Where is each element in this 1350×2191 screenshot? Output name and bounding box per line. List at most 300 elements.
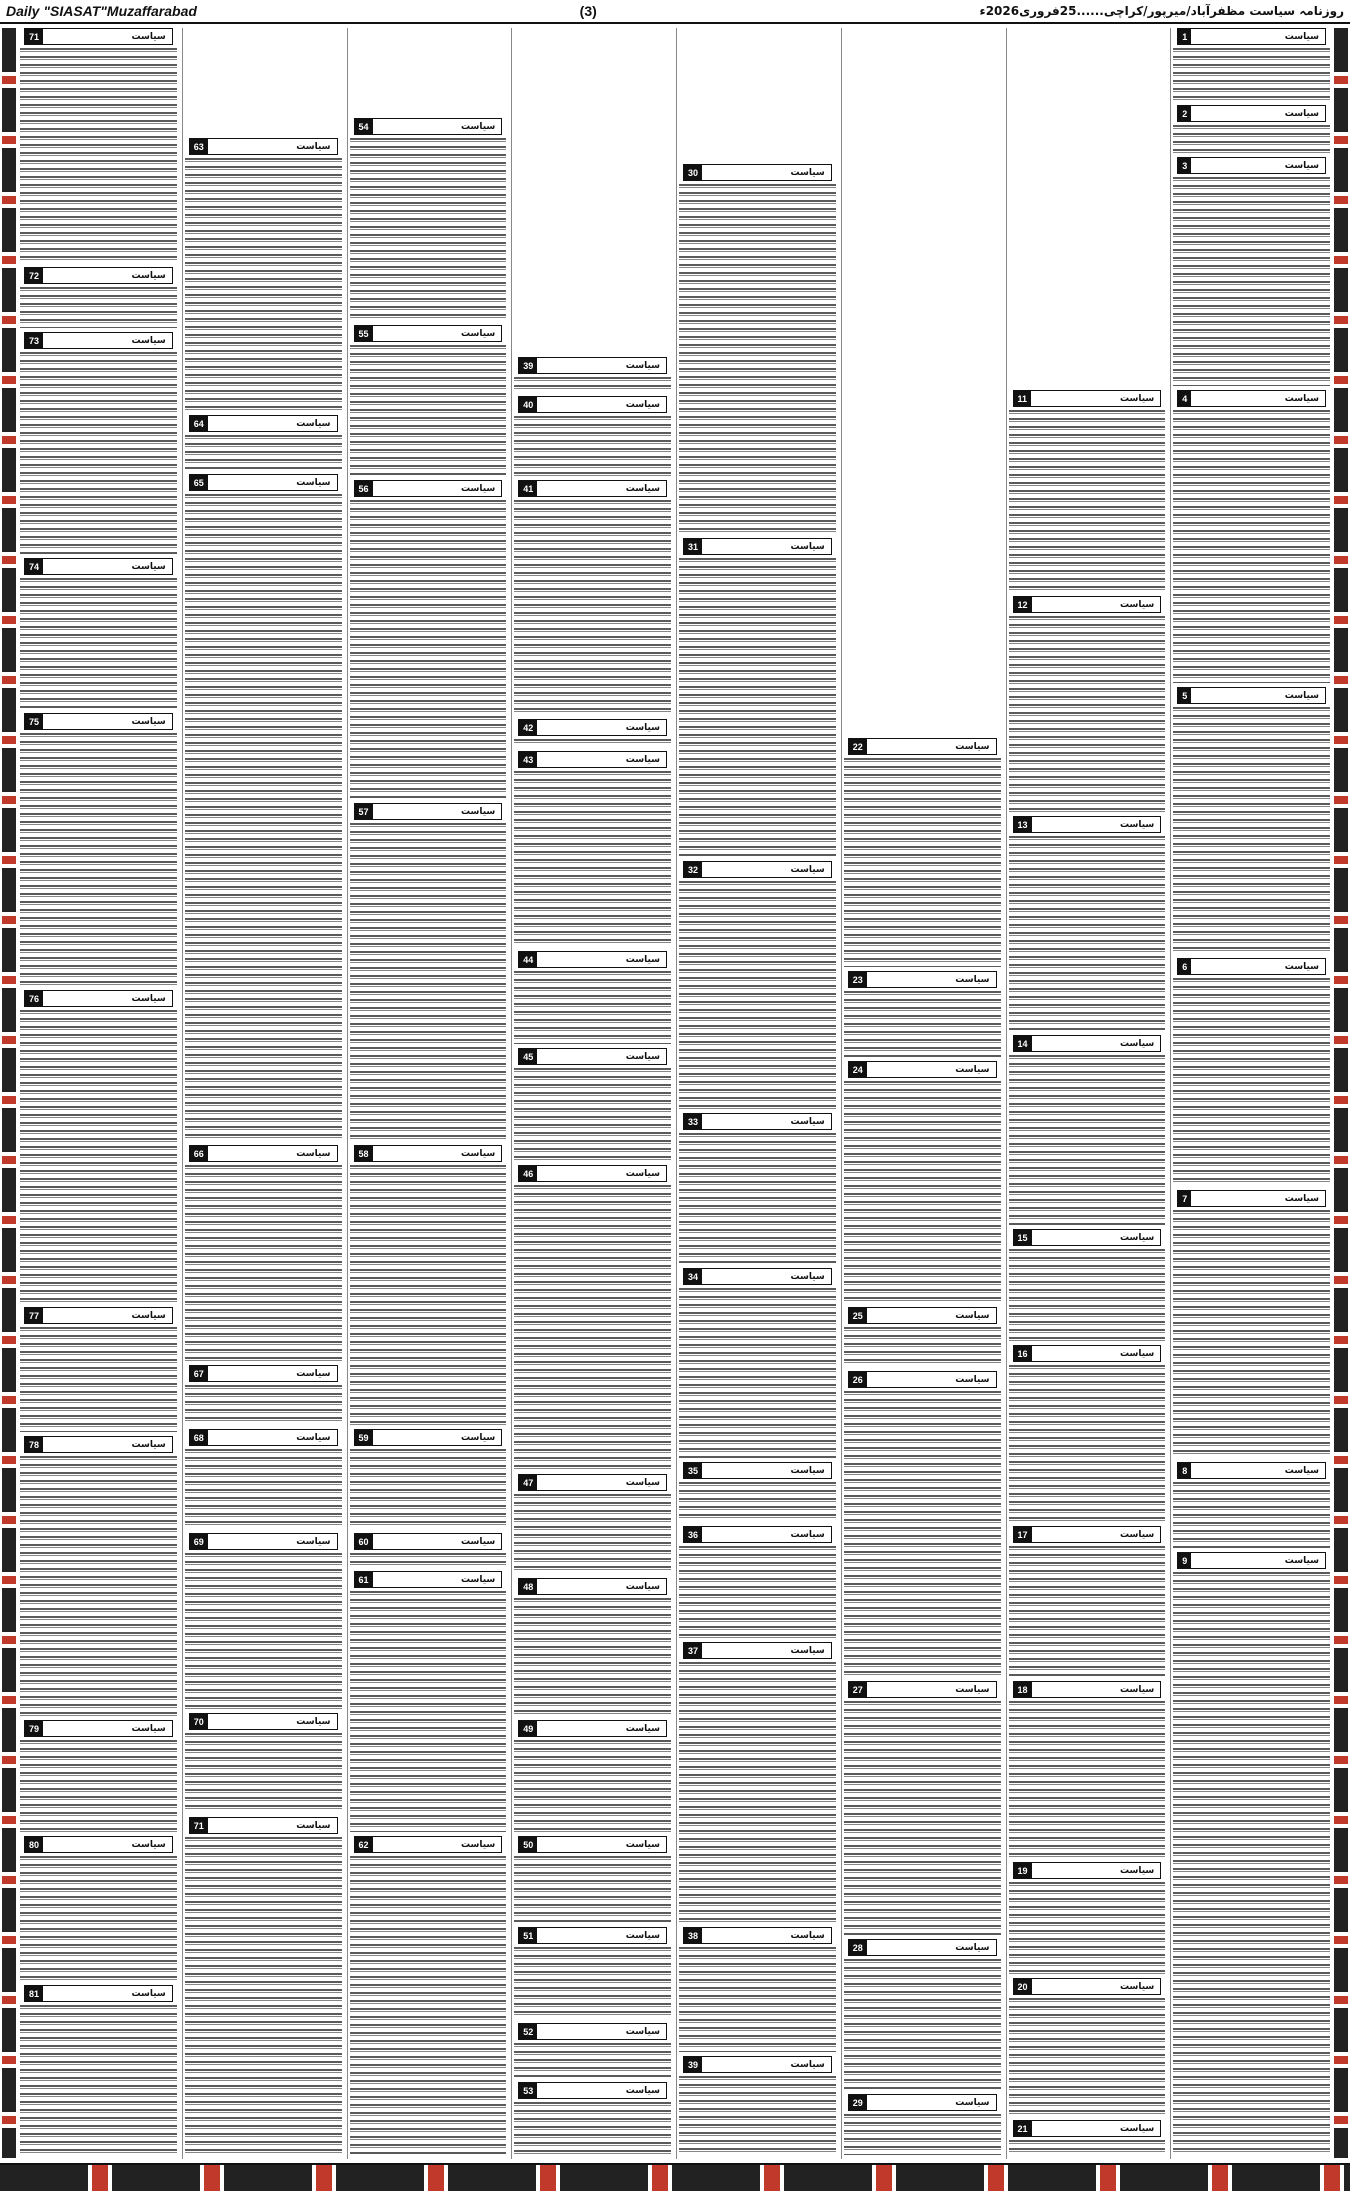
notice: [185, 1817, 342, 2157]
notice-number: 17: [1014, 1527, 1032, 1542]
notice-number: 73: [25, 333, 43, 348]
notice-heading: [1013, 1526, 1162, 1543]
notice-text-block: [20, 731, 177, 986]
notice: [350, 1571, 507, 1834]
notice-number: 1: [1178, 29, 1191, 44]
notice-number: 67: [190, 1366, 208, 1381]
notice: [514, 480, 671, 717]
notice-heading: [24, 713, 173, 730]
notice-label: سیاست: [1119, 599, 1155, 610]
notice: [1173, 157, 1330, 388]
notice-number: 42: [519, 720, 537, 735]
notice-text-block: [1173, 46, 1330, 101]
notice-text-block: [514, 737, 671, 747]
news-column: [347, 28, 509, 2159]
notice-text-block: [679, 1131, 836, 1264]
notice: [20, 267, 177, 330]
notice-label: سیاست: [790, 541, 825, 552]
notice: [679, 1113, 836, 1266]
notice-heading: [24, 28, 173, 45]
notice-label: سیاست: [296, 1148, 331, 1159]
notice-heading: [1177, 390, 1326, 407]
notice-number: 61: [355, 1572, 373, 1587]
notice-label: سیاست: [625, 954, 660, 965]
notice-label: سیاست: [1119, 1232, 1155, 1243]
notice: [514, 1165, 671, 1472]
news-column: [841, 28, 1003, 2159]
notice-heading: [189, 1817, 338, 1834]
notice-text-block: [679, 2074, 836, 2155]
notice-heading: [518, 1578, 667, 1595]
notice-text-block: [514, 2041, 671, 2078]
notice-text-block: [350, 1163, 507, 1425]
notice-heading: [1177, 1190, 1326, 1207]
notice-heading: [683, 2056, 832, 2073]
notice: [20, 713, 177, 988]
notice-label: سیاست: [1284, 1555, 1319, 1566]
notice: [679, 1268, 836, 1460]
notice-number: 50: [519, 1837, 537, 1852]
notice: [185, 415, 342, 472]
notice: [350, 325, 507, 478]
notice-number: 5: [1178, 688, 1191, 703]
notice-label: سیاست: [790, 1529, 825, 1540]
notice-text-block: [1173, 705, 1330, 954]
notice-number: 23: [849, 972, 867, 987]
notice: [844, 971, 1001, 1059]
notice: [1173, 1462, 1330, 1550]
notice-label: سیاست: [460, 1536, 496, 1547]
notice-text-block: [844, 2112, 1001, 2155]
columns-container: [18, 28, 1332, 2159]
notice-heading: [189, 1533, 338, 1550]
notice-label: سیاست: [1284, 160, 1319, 171]
notice-number: 44: [519, 952, 537, 967]
notice-heading: [518, 480, 667, 497]
notice-heading: [518, 751, 667, 768]
notice-label: سیاست: [131, 993, 166, 1004]
notice-label: سیاست: [131, 335, 166, 346]
notice-heading: [518, 1927, 667, 1944]
notice: [20, 28, 177, 265]
notice-text-block: [20, 1325, 177, 1432]
notice-number: 74: [25, 559, 43, 574]
notice-number: 60: [355, 1534, 373, 1549]
notice-label: سیاست: [625, 2026, 660, 2037]
notice-heading: [848, 2094, 997, 2111]
notice-text-block: [514, 2100, 671, 2155]
notice-label: سیاست: [790, 1271, 825, 1282]
left-border-strip: [2, 28, 16, 2158]
notice-label: سیاست: [1284, 690, 1319, 701]
notice-text-block: [1009, 1996, 1166, 2116]
notice: [1009, 390, 1166, 594]
notice: [1173, 105, 1330, 155]
notice-number: 22: [849, 739, 867, 754]
notice: [1009, 1681, 1166, 1860]
notice-text-block: [20, 576, 177, 709]
notice: [844, 2094, 1001, 2157]
notice: [1009, 1229, 1166, 1343]
notice-number: 16: [1014, 1346, 1032, 1361]
notice: [679, 2056, 836, 2157]
notice-number: 13: [1014, 817, 1032, 832]
notice-label: سیاست: [790, 167, 825, 178]
news-column: [511, 28, 673, 2159]
notice-label: سیاست: [296, 418, 331, 429]
notice-number: 12: [1014, 597, 1032, 612]
notice-label: سیاست: [955, 1310, 990, 1321]
notice-heading: [24, 558, 173, 575]
news-column: [676, 28, 838, 2159]
notice-number: 79: [25, 1721, 43, 1736]
notice-text-block: [350, 136, 507, 321]
notice-heading: [683, 164, 832, 181]
notice-text-block: [350, 498, 507, 799]
notice-text-block: [1173, 123, 1330, 153]
notice-label: سیاست: [625, 360, 660, 371]
notice-number: 81: [25, 1986, 43, 2001]
notice-text-block: [350, 821, 507, 1141]
notice-label: سیاست: [460, 121, 496, 132]
notice-number: 63: [190, 139, 208, 154]
notice: [350, 1429, 507, 1531]
notice-heading: [1177, 157, 1326, 174]
notice-label: سیاست: [1284, 108, 1319, 119]
notice-number: 58: [355, 1146, 373, 1161]
notice-text-block: [679, 1660, 836, 1923]
notice-heading: [24, 1720, 173, 1737]
notice-label: سیاست: [131, 270, 166, 281]
notice-label: سیاست: [1284, 1465, 1319, 1476]
notice-label: سیاست: [625, 1051, 660, 1062]
notice-number: 59: [355, 1430, 373, 1445]
notice-heading: [683, 1462, 832, 1479]
notice-label: سیاست: [460, 483, 496, 494]
notice-heading: [1013, 1978, 1162, 1995]
notice-number: 41: [519, 481, 537, 496]
notice-text-block: [1009, 614, 1166, 812]
notice: [679, 1927, 836, 2054]
notice-label: سیاست: [296, 1368, 331, 1379]
notice-number: 7: [1178, 1191, 1191, 1206]
notice-text-block: [185, 492, 342, 1141]
notice-heading: [1177, 687, 1326, 704]
notice: [350, 1836, 507, 2157]
notice: [20, 1836, 177, 1983]
notice-text-block: [20, 1738, 177, 1832]
notice-text-block: [20, 1008, 177, 1303]
right-border-strip: [1334, 28, 1348, 2158]
notice: [1009, 1978, 1166, 2118]
notice-number: 6: [1178, 959, 1191, 974]
notice-label: سیاست: [131, 1723, 166, 1734]
notice-label: سیاست: [955, 974, 990, 985]
notice-number: 48: [519, 1579, 537, 1594]
notice-text-block: [844, 1389, 1001, 1677]
notice-heading: [1013, 1035, 1162, 1052]
notice: [679, 1526, 836, 1640]
notice-number: 51: [519, 1928, 537, 1943]
notice-number: 68: [190, 1430, 208, 1445]
notice: [679, 164, 836, 536]
notice-label: سیاست: [296, 141, 331, 152]
notice-number: 57: [355, 804, 373, 819]
notice-text-block: [1009, 408, 1166, 592]
notice-text-block: [185, 156, 342, 411]
notice-heading: [1013, 390, 1162, 407]
notice-number: 11: [1014, 391, 1032, 406]
notice: [1009, 1862, 1166, 1976]
notice-number: 34: [684, 1269, 702, 1284]
notice: [1009, 816, 1166, 1033]
notice: [514, 1474, 671, 1576]
notice-text-block: [514, 1183, 671, 1470]
notice: [1173, 390, 1330, 685]
notice: [514, 751, 671, 949]
notice-number: 39: [684, 2057, 702, 2072]
notice-label: سیاست: [296, 1536, 331, 1547]
notice: [514, 1836, 671, 1925]
notice: [514, 2023, 671, 2080]
notice: [1173, 1190, 1330, 1460]
notice-number: 38: [684, 1928, 702, 1943]
notice: [20, 558, 177, 711]
notice-heading: [518, 1474, 667, 1491]
notice-text-block: [20, 46, 177, 263]
notice-label: سیاست: [460, 328, 496, 339]
notice-text-block: [679, 1286, 836, 1458]
notice-number: 40: [519, 397, 537, 412]
notice-number: 3: [1178, 158, 1191, 173]
notice-heading: [1013, 1862, 1162, 1879]
notice-label: سیاست: [131, 1839, 166, 1850]
masthead: [0, 0, 1350, 24]
notice-number: 75: [25, 714, 43, 729]
notice-label: سیاست: [1284, 393, 1319, 404]
notice: [1009, 596, 1166, 814]
notice-label: سیاست: [790, 1645, 825, 1656]
notice-label: سیاست: [1119, 1981, 1155, 1992]
notice-heading: [354, 1145, 503, 1162]
notice-heading: [189, 1365, 338, 1382]
notice-heading: [189, 1713, 338, 1730]
notice-text-block: [20, 1854, 177, 1981]
notice-number: 77: [25, 1308, 43, 1323]
footer-border-strip: [0, 2163, 1350, 2191]
notice-text-block: [185, 1551, 342, 1709]
notice: [185, 138, 342, 413]
notice-text-block: [844, 1079, 1001, 1303]
notice-label: سیاست: [625, 1168, 660, 1179]
notice-heading: [24, 1307, 173, 1324]
notice-number: 52: [519, 2024, 537, 2039]
notice-heading: [354, 1571, 503, 1588]
notice-label: سیاست: [131, 31, 166, 42]
notice: [679, 1642, 836, 1925]
notice-heading: [24, 990, 173, 1007]
notice-heading: [1013, 1345, 1162, 1362]
notice-label: سیاست: [131, 716, 166, 727]
notice-number: 70: [190, 1714, 208, 1729]
notice: [679, 861, 836, 1111]
notice-text-block: [1173, 175, 1330, 386]
notice-text-block: [20, 285, 177, 328]
notice-label: سیاست: [131, 1310, 166, 1321]
notice-heading: [518, 951, 667, 968]
notice: [679, 538, 836, 859]
notice-text-block: [844, 989, 1001, 1057]
notice-text-block: [514, 375, 671, 392]
notice-heading: [354, 325, 503, 342]
notice: [844, 1061, 1001, 1305]
notice: [350, 118, 507, 323]
notice-number: 30: [684, 165, 702, 180]
notice: [350, 803, 507, 1143]
notice-heading: [1177, 958, 1326, 975]
notice-label: سیاست: [790, 2059, 825, 2070]
notice-text-block: [844, 1957, 1001, 2090]
notice-label: سیاست: [625, 1477, 660, 1488]
notice-number: 56: [355, 481, 373, 496]
notice-label: سیاست: [625, 1930, 660, 1941]
notice-label: سیاست: [1119, 2123, 1155, 2134]
notice-number: 37: [684, 1643, 702, 1658]
notice-text-block: [185, 1731, 342, 1813]
notice-heading: [24, 332, 173, 349]
notice-number: 15: [1014, 1230, 1032, 1245]
notice-text-block: [514, 969, 671, 1044]
notice-label: سیاست: [625, 2085, 660, 2096]
notice: [1009, 1526, 1166, 1679]
notice-label: سیاست: [1119, 819, 1155, 830]
notice-number: 26: [849, 1372, 867, 1387]
notice: [185, 474, 342, 1143]
notice-label: سیاست: [790, 1930, 825, 1941]
news-column: [1170, 28, 1332, 2159]
notice-heading: [683, 538, 832, 555]
notice-heading: [1177, 1462, 1326, 1479]
notice: [514, 1048, 671, 1163]
notice-label: سیاست: [955, 741, 990, 752]
notice-number: 35: [684, 1463, 702, 1478]
notice-label: سیاست: [625, 1839, 660, 1850]
notice-text-block: [185, 1835, 342, 2155]
notice-heading: [354, 1429, 503, 1446]
notice-heading: [518, 2023, 667, 2040]
notice-heading: [683, 1642, 832, 1659]
notice-heading: [518, 1048, 667, 1065]
notice-text-block: [679, 1544, 836, 1638]
notice-heading: [354, 118, 503, 135]
notice-label: سیاست: [625, 1723, 660, 1734]
notice: [514, 1720, 671, 1834]
notice-number: 33: [684, 1114, 702, 1129]
notice-label: سیاست: [1119, 1865, 1155, 1876]
notice-heading: [683, 1113, 832, 1130]
notice-number: 46: [519, 1166, 537, 1181]
notice: [514, 951, 671, 1046]
notice-text-block: [1173, 1480, 1330, 1548]
notice-label: سیاست: [955, 2097, 990, 2108]
notice: [1009, 1345, 1166, 1524]
notice-heading: [24, 1985, 173, 2002]
notice-text-block: [679, 556, 836, 857]
notice: [185, 1145, 342, 1363]
notice-number: 64: [190, 416, 208, 431]
notice-heading: [189, 1145, 338, 1162]
notice-label: سیاست: [131, 561, 166, 572]
notice-label: سیاست: [625, 754, 660, 765]
notice-number: 43: [519, 752, 537, 767]
notice-number: 72: [25, 268, 43, 283]
notice-text-block: [514, 1596, 671, 1716]
notice-heading: [1177, 28, 1326, 45]
notice: [185, 1533, 342, 1711]
notice-number: 49: [519, 1721, 537, 1736]
notice-heading: [518, 1165, 667, 1182]
notice: [20, 1307, 177, 1434]
notice: [679, 1462, 836, 1524]
notice: [185, 1429, 342, 1531]
notice-number: 28: [849, 1940, 867, 1955]
notice: [20, 1436, 177, 1718]
notice-heading: [518, 1836, 667, 1853]
notice: [1173, 28, 1330, 103]
notice-label: سیاست: [625, 399, 660, 410]
notice-heading: [354, 803, 503, 820]
notice-text-block: [1173, 1570, 1330, 2155]
notice-heading: [848, 1061, 997, 1078]
notice-text-block: [514, 1492, 671, 1574]
notice-number: 55: [355, 326, 373, 341]
notice-heading: [848, 738, 997, 755]
notice-text-block: [1009, 1247, 1166, 1341]
notice-number: 45: [519, 1049, 537, 1064]
notice-label: سیاست: [790, 1465, 825, 1476]
notice-text-block: [20, 1454, 177, 1716]
notice-label: سیاست: [790, 1116, 825, 1127]
notice: [844, 1681, 1001, 1937]
notice-heading: [189, 415, 338, 432]
notice-heading: [848, 1939, 997, 1956]
notice: [1173, 958, 1330, 1188]
notice-heading: [518, 719, 667, 736]
notice-heading: [1013, 2120, 1162, 2137]
notice-label: سیاست: [296, 477, 331, 488]
notice-label: سیاست: [790, 864, 825, 875]
notice-text-block: [185, 1383, 342, 1425]
notice-text-block: [514, 1854, 671, 1923]
notice-text-block: [514, 769, 671, 947]
notice-heading: [189, 138, 338, 155]
notice: [20, 990, 177, 1305]
notice-text-block: [1009, 1363, 1166, 1522]
notice-text-block: [514, 1066, 671, 1161]
notice-heading: [1013, 816, 1162, 833]
notice-heading: [1013, 596, 1162, 613]
notice-heading: [848, 1371, 997, 1388]
notice-text-block: [350, 1551, 507, 1567]
notice: [514, 1578, 671, 1718]
notice: [350, 1533, 507, 1569]
notice-text-block: [679, 1945, 836, 2052]
notice-heading: [1177, 1552, 1326, 1569]
notice-label: سیاست: [296, 1432, 331, 1443]
notice-text-block: [1009, 1053, 1166, 1225]
notice-heading: [354, 1533, 503, 1550]
news-column: [182, 28, 344, 2159]
